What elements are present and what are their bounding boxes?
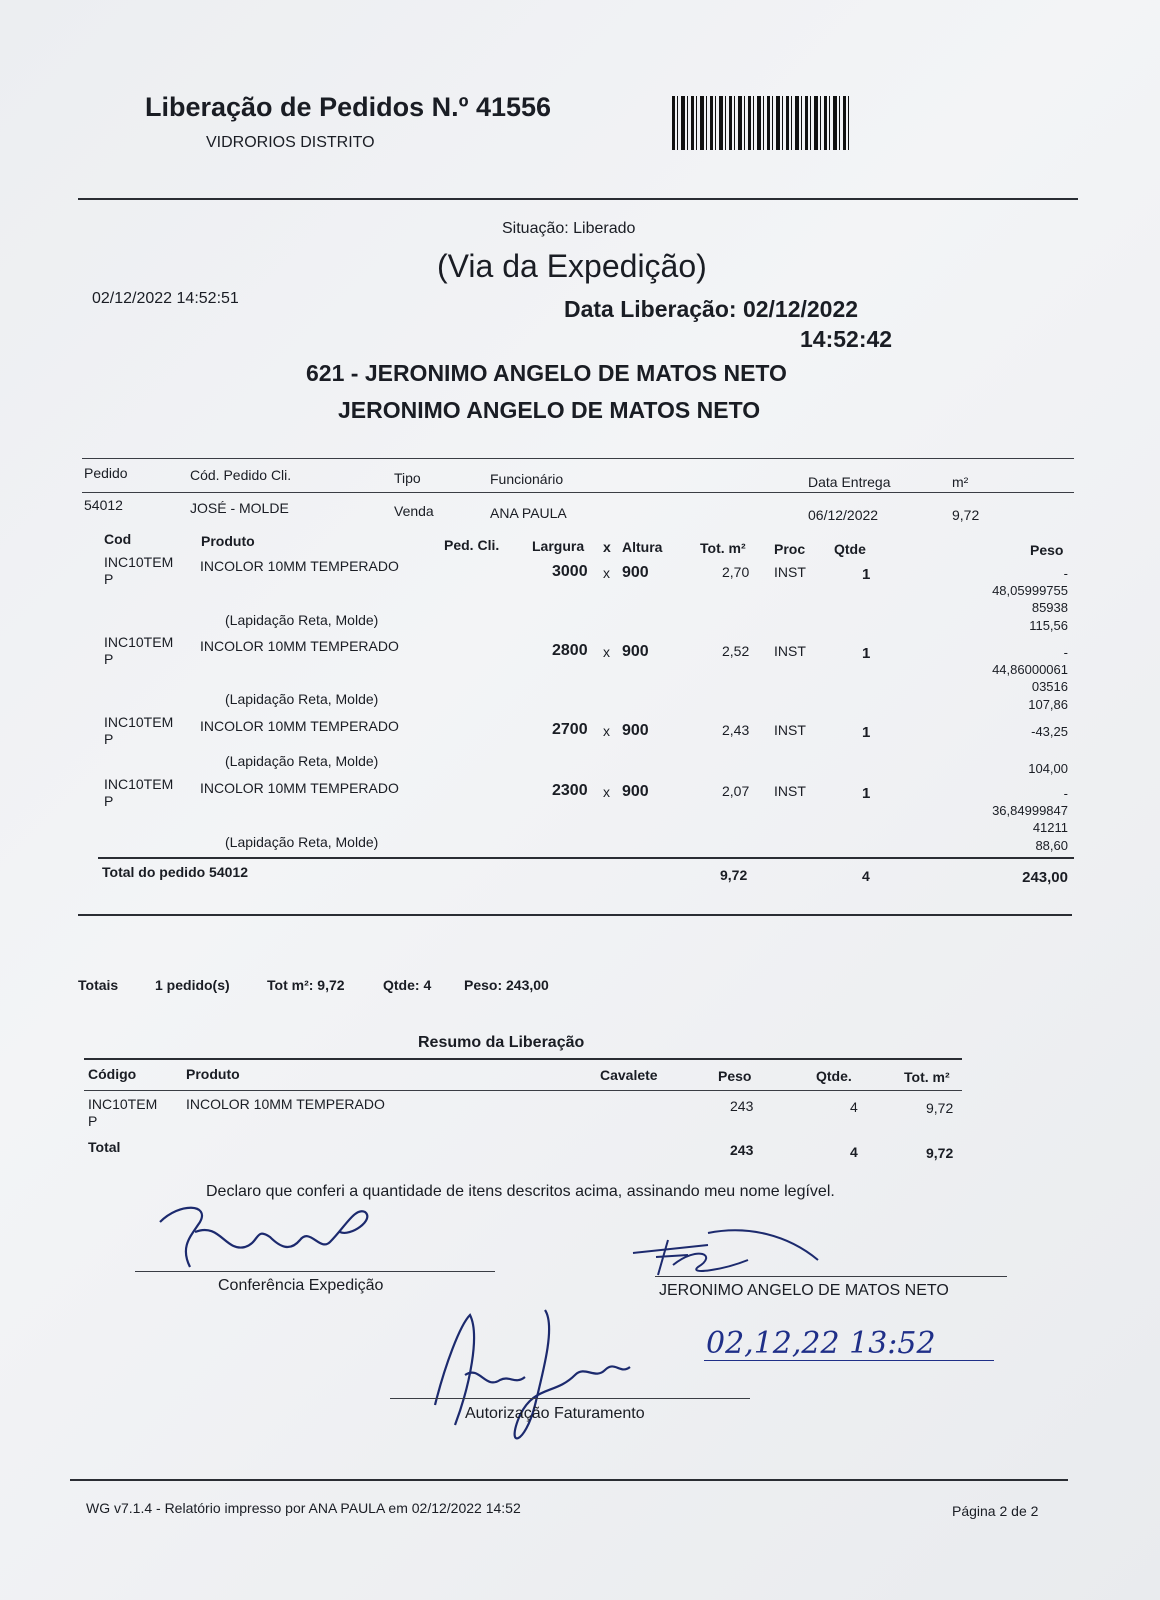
item-peso: 44,86000061 — [992, 662, 1068, 677]
summary-col-qtde: Qtde. — [816, 1068, 852, 1084]
col-funcionario: Funcionário — [490, 471, 564, 487]
item-proc: INST — [774, 643, 806, 659]
order-delivery-date: 06/12/2022 — [808, 507, 879, 523]
summary-total-tot-m2: 9,72 — [926, 1145, 954, 1161]
item-peso: 115,56 — [1029, 618, 1068, 633]
item-peso: 85938 — [1031, 600, 1068, 615]
totals-peso: Peso: 243,00 — [464, 977, 549, 993]
summary-cod-cont: P — [88, 1113, 98, 1129]
status-label: Situação: Liberado — [502, 220, 636, 237]
release-date: Data Liberação: 02/12/2022 — [564, 296, 859, 322]
item-peso: 36,84999847 — [992, 803, 1068, 818]
item-produto: INCOLOR 10MM TEMPERADO — [200, 718, 399, 734]
order-number: 54012 — [84, 497, 123, 513]
item-x: x — [603, 644, 610, 660]
divider — [84, 1090, 962, 1091]
item-produto: INCOLOR 10MM TEMPERADO — [200, 638, 399, 654]
order-employee: ANA PAULA — [490, 505, 567, 521]
item-produto: INCOLOR 10MM TEMPERADO — [200, 558, 399, 574]
signature-conferencia — [150, 1192, 390, 1282]
col-proc: Proc — [774, 541, 806, 557]
item-cod: INC10TEM — [104, 634, 174, 650]
col-cod: Cod — [104, 531, 132, 547]
col-m2: m² — [952, 474, 969, 490]
item-peso: -43,25 — [1031, 724, 1068, 739]
order-total-label: Total do pedido 54012 — [102, 864, 248, 880]
signature-line — [390, 1398, 750, 1399]
totals-label: Totais — [78, 977, 119, 993]
col-produto: Produto — [201, 533, 255, 549]
item-produto: INCOLOR 10MM TEMPERADO — [200, 780, 399, 796]
item-cod-cont: P — [104, 571, 114, 587]
client-name: JERONIMO ANGELO DE MATOS NETO — [338, 397, 761, 423]
item-altura: 900 — [622, 722, 649, 739]
col-peso: Peso — [1030, 542, 1064, 558]
document-title: Liberação de Pedidos N.º 41556 — [145, 92, 552, 122]
item-x: x — [603, 784, 610, 800]
col-tipo: Tipo — [394, 470, 421, 486]
item-qtde: 1 — [862, 785, 871, 802]
item-x: x — [603, 565, 610, 581]
summary-total-label: Total — [88, 1139, 121, 1155]
col-cod-pedido-cli: Cód. Pedido Cli. — [190, 467, 292, 483]
item-proc: INST — [774, 722, 806, 738]
summary-total-peso: 243 — [730, 1142, 754, 1158]
col-ped-cli: Ped. Cli. — [444, 537, 500, 553]
summary-col-cavalete: Cavalete — [600, 1067, 658, 1083]
signature-line — [135, 1271, 495, 1272]
col-largura: Largura — [532, 538, 585, 554]
summary-produto: INCOLOR 10MM TEMPERADO — [186, 1096, 385, 1112]
col-pedido: Pedido — [84, 465, 128, 481]
summary-col-produto: Produto — [186, 1066, 240, 1082]
item-obs: (Lapidação Reta, Molde) — [225, 691, 379, 707]
summary-qtde: 4 — [850, 1099, 858, 1115]
col-qtde: Qtde — [834, 541, 866, 557]
via-label: (Via da Expedição) — [437, 248, 707, 284]
col-altura: Altura — [622, 539, 663, 555]
item-cod: INC10TEM — [104, 776, 174, 792]
signature-autorizacao-label: Autorização Faturamento — [465, 1405, 645, 1422]
item-proc: INST — [774, 783, 806, 799]
item-qtde: 1 — [862, 724, 871, 741]
client-code-name: 621 - JERONIMO ANGELO DE MATOS NETO — [306, 360, 787, 386]
divider — [98, 857, 1074, 859]
signature-conferencia-label: Conferência Expedição — [218, 1277, 384, 1294]
item-altura: 900 — [622, 783, 649, 800]
item-tot-m2: 2,43 — [722, 722, 750, 738]
release-time: 14:52:42 — [800, 326, 893, 352]
col-tot-m2: Tot. m² — [700, 540, 746, 556]
item-largura: 2300 — [552, 782, 588, 799]
handwritten-underline — [704, 1360, 994, 1361]
order-total-m2: 9,72 — [720, 867, 748, 883]
item-peso: - — [1063, 566, 1068, 581]
item-peso: 41211 — [1032, 820, 1068, 835]
item-peso: - — [1063, 645, 1068, 660]
item-tot-m2: 2,70 — [722, 564, 750, 580]
item-tot-m2: 2,07 — [722, 783, 750, 799]
order-m2: 9,72 — [952, 507, 980, 523]
item-peso: - — [1063, 786, 1068, 801]
printed-timestamp: 02/12/2022 14:52:51 — [92, 290, 239, 307]
summary-total-qtde: 4 — [850, 1144, 858, 1160]
divider — [70, 1479, 1068, 1481]
summary-title: Resumo da Liberação — [418, 1034, 585, 1051]
company-name: VIDRORIOS DISTRITO — [206, 134, 375, 151]
divider — [82, 458, 1074, 459]
totals-qtde: Qtde: 4 — [383, 977, 432, 993]
item-altura: 900 — [622, 564, 649, 581]
totals-pedidos: 1 pedido(s) — [155, 977, 230, 993]
totals-m2: Tot m²: 9,72 — [267, 977, 345, 993]
item-cod-cont: P — [104, 731, 114, 747]
col-x: x — [603, 539, 611, 555]
divider — [82, 492, 1074, 493]
item-obs: (Lapidação Reta, Molde) — [225, 612, 379, 628]
item-x: x — [603, 723, 610, 739]
summary-tot-m2: 9,72 — [926, 1100, 954, 1116]
order-type: Venda — [394, 503, 434, 519]
barcode-image — [672, 96, 852, 150]
item-peso: 03516 — [1031, 679, 1068, 694]
footer-page-number: Página 2 de 2 — [952, 1503, 1039, 1519]
item-qtde: 1 — [862, 566, 871, 583]
item-largura: 2700 — [552, 721, 588, 738]
item-cod-cont: P — [104, 793, 114, 809]
item-proc: INST — [774, 564, 806, 580]
divider — [78, 914, 1072, 916]
summary-col-tot-m2: Tot. m² — [904, 1069, 950, 1085]
item-cod: INC10TEM — [104, 714, 174, 730]
col-data-entrega: Data Entrega — [808, 474, 891, 490]
order-client-code: JOSÉ - MOLDE — [190, 500, 289, 516]
item-cod: INC10TEM — [104, 554, 174, 570]
item-peso: 107,86 — [1028, 697, 1068, 712]
item-peso: 104,00 — [1028, 761, 1068, 776]
summary-cod: INC10TEM — [88, 1096, 158, 1112]
item-peso: 48,05999755 — [992, 583, 1068, 598]
item-peso: 88,60 — [1035, 838, 1068, 853]
signature-autorizacao — [425, 1305, 665, 1455]
order-total-peso: 243,00 — [1022, 869, 1068, 886]
divider — [78, 198, 1078, 200]
summary-peso: 243 — [730, 1098, 754, 1114]
signature-cliente-label: JERONIMO ANGELO DE MATOS NETO — [659, 1282, 949, 1299]
summary-col-peso: Peso — [718, 1068, 752, 1084]
item-altura: 900 — [622, 643, 649, 660]
footer-print-info: WG v7.1.4 - Relatório impresso por ANA PAULA em 02/12/2022 14:52 — [86, 1500, 521, 1516]
item-obs: (Lapidação Reta, Molde) — [225, 834, 379, 850]
declaration-text: Declaro que conferi a quantidade de itens descritos acima, assinando meu nome legível. — [206, 1183, 835, 1200]
item-qtde: 1 — [862, 645, 871, 662]
handwritten-date: 02,12,22 13:52 — [706, 1326, 936, 1361]
item-cod-cont: P — [104, 651, 114, 667]
divider — [84, 1058, 962, 1060]
item-tot-m2: 2,52 — [722, 643, 750, 659]
item-largura: 2800 — [552, 642, 588, 659]
order-total-qtde: 4 — [862, 868, 870, 884]
signature-line — [655, 1276, 1007, 1277]
summary-col-codigo: Código — [88, 1066, 137, 1082]
item-obs: (Lapidação Reta, Molde) — [225, 753, 379, 769]
item-largura: 3000 — [552, 563, 588, 580]
